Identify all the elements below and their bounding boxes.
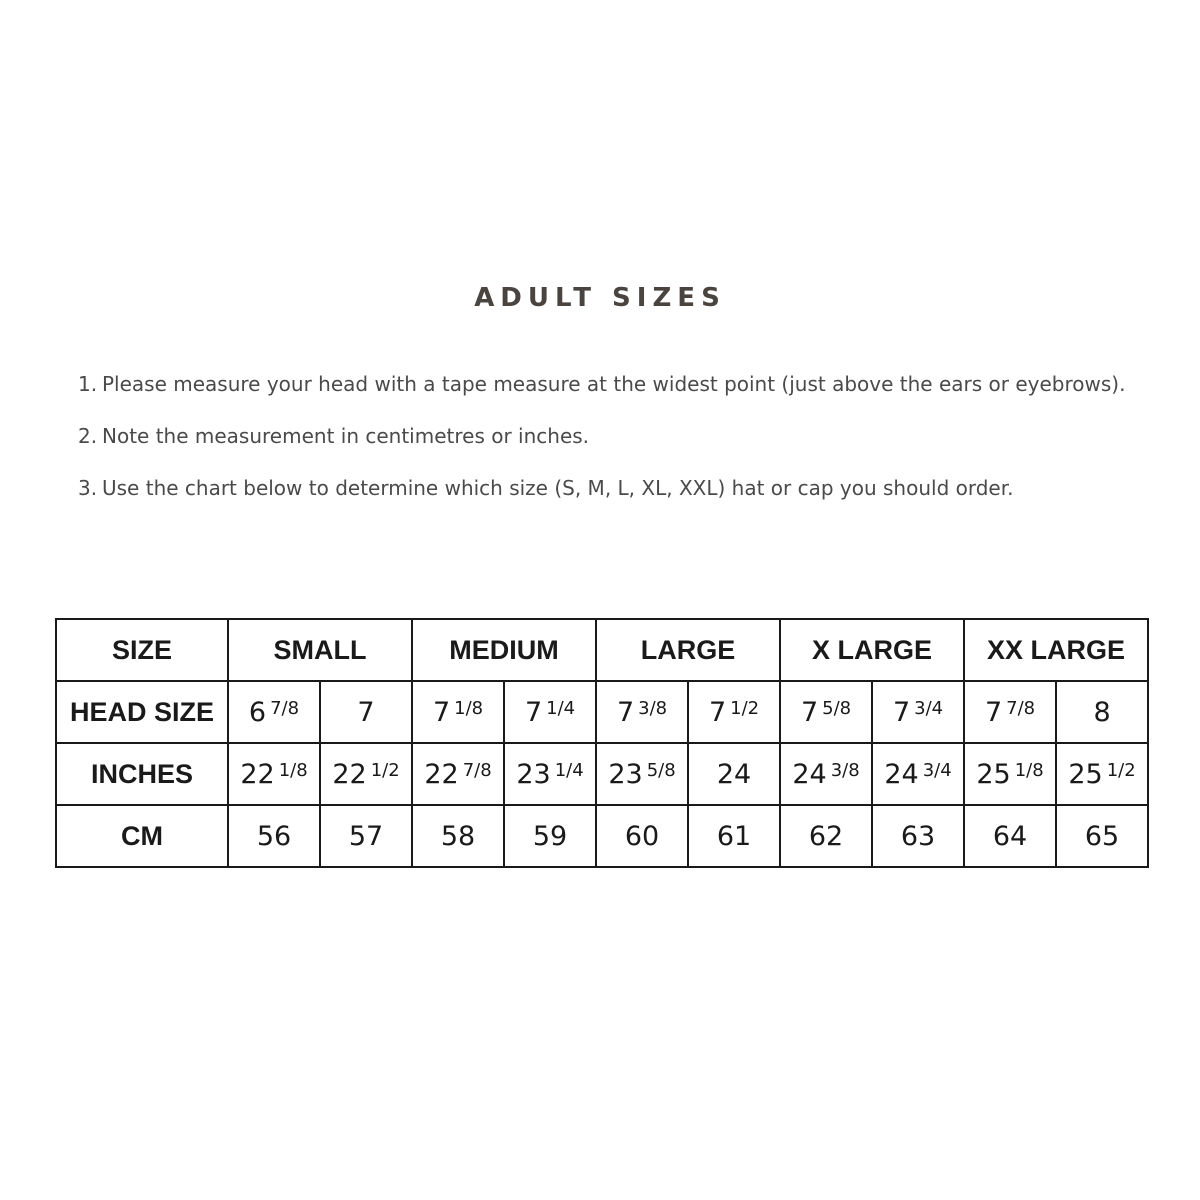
cell-whole-value: 7 (984, 696, 1003, 728)
table-cell (228, 805, 320, 867)
cell-whole-value: 7 (524, 696, 543, 728)
table-cell (688, 681, 780, 743)
instruction-number: 2. (78, 424, 98, 448)
instruction-item (78, 470, 1138, 506)
table-cell (964, 805, 1056, 867)
table-cell (1056, 681, 1148, 743)
cell-whole-value: 8 (1093, 696, 1111, 728)
table-header-row (56, 619, 1148, 681)
table-row (56, 681, 1148, 743)
cell-whole-value: 22 (424, 758, 459, 790)
table-cell (780, 805, 872, 867)
cell-whole-value: 7 (357, 696, 375, 728)
table-row (56, 743, 1148, 805)
size-group-medium: MEDIUM (412, 619, 596, 681)
table-cell (1056, 743, 1148, 805)
size-group-xx-large: XX LARGE (964, 619, 1148, 681)
cell-fraction-value: 7/8 (270, 697, 300, 719)
cell-fraction-value: 3/8 (638, 697, 668, 719)
table-cell (504, 743, 596, 805)
table-cell (872, 805, 964, 867)
cell-whole-value: 24 (884, 758, 919, 790)
cell-fraction-value: 1/4 (546, 697, 576, 719)
row-label-cm: CM (56, 805, 228, 867)
table-cell (872, 681, 964, 743)
cell-whole-value: 23 (608, 758, 643, 790)
cell-fraction-value: 1/8 (454, 697, 484, 719)
table-cell (688, 805, 780, 867)
row-label-head-size: HEAD SIZE (56, 681, 228, 743)
cell-whole-value: 63 (900, 820, 936, 852)
cell-fraction-value: 5/8 (646, 759, 676, 781)
table-cell (596, 805, 688, 867)
cell-fraction-value: 1/8 (1014, 759, 1044, 781)
table-row (56, 805, 1148, 867)
cell-whole-value: 24 (716, 758, 752, 790)
cell-whole-value: 7 (616, 696, 635, 728)
cell-whole-value: 25 (976, 758, 1011, 790)
cell-whole-value: 62 (808, 820, 844, 852)
table-cell (412, 681, 504, 743)
instruction-text: Use the chart below to determine which size (S, M, L, XL, XXL) hat or cap you should order. (102, 476, 1014, 500)
cell-fraction-value: 1/2 (730, 697, 760, 719)
instruction-number: 3. (78, 476, 98, 500)
instruction-number: 1. (78, 372, 98, 396)
cell-whole-value: 64 (992, 820, 1028, 852)
cell-fraction-value: 1/8 (278, 759, 308, 781)
row-label-inches: INCHES (56, 743, 228, 805)
table-cell (320, 681, 412, 743)
cell-fraction-value: 3/8 (830, 759, 860, 781)
table-cell (596, 681, 688, 743)
table-cell (688, 743, 780, 805)
instruction-item (78, 366, 1138, 402)
cell-fraction-value: 3/4 (914, 697, 944, 719)
cell-fraction-value: 1/4 (554, 759, 584, 781)
table-cell (780, 743, 872, 805)
cell-fraction-value: 7/8 (1006, 697, 1036, 719)
cell-fraction-value: 1/2 (1106, 759, 1136, 781)
cell-whole-value: 56 (256, 820, 292, 852)
table-cell (964, 681, 1056, 743)
cell-whole-value: 6 (248, 696, 267, 728)
table-cell (320, 743, 412, 805)
cell-whole-value: 22 (240, 758, 275, 790)
table-cell (412, 743, 504, 805)
cell-whole-value: 57 (348, 820, 384, 852)
cell-whole-value: 7 (708, 696, 727, 728)
size-group-small: SMALL (228, 619, 412, 681)
table-cell (228, 743, 320, 805)
table-cell (228, 681, 320, 743)
cell-whole-value: 23 (516, 758, 551, 790)
cell-whole-value: 60 (624, 820, 660, 852)
cell-whole-value: 24 (792, 758, 827, 790)
size-header-cell: SIZE (56, 619, 228, 681)
table-cell (780, 681, 872, 743)
table-cell (596, 743, 688, 805)
table-cell (504, 805, 596, 867)
instruction-text: Please measure your head with a tape measure at the widest point (just above the ears or eyebrows). (102, 372, 1126, 396)
cell-fraction-value: 1/2 (370, 759, 400, 781)
table-cell (872, 743, 964, 805)
cell-whole-value: 61 (716, 820, 752, 852)
instruction-text: Note the measurement in centimetres or inches. (102, 424, 590, 448)
cell-whole-value: 7 (892, 696, 911, 728)
page-title: ADULT SIZES (474, 283, 726, 313)
cell-whole-value: 7 (432, 696, 451, 728)
cell-whole-value: 59 (532, 820, 568, 852)
cell-whole-value: 58 (440, 820, 476, 852)
size-chart-table (55, 618, 1149, 868)
cell-fraction-value: 5/8 (822, 697, 852, 719)
cell-whole-value: 22 (332, 758, 367, 790)
cell-whole-value: 25 (1068, 758, 1103, 790)
cell-fraction-value: 7/8 (462, 759, 492, 781)
table-cell (504, 681, 596, 743)
table-cell (1056, 805, 1148, 867)
table-cell (412, 805, 504, 867)
size-group-large: LARGE (596, 619, 780, 681)
instruction-item (78, 418, 1138, 454)
cell-whole-value: 65 (1084, 820, 1120, 852)
size-group-x-large: X LARGE (780, 619, 964, 681)
table-cell (320, 805, 412, 867)
cell-fraction-value: 3/4 (922, 759, 952, 781)
cell-whole-value: 7 (800, 696, 819, 728)
instructions-list (78, 366, 1138, 522)
table-cell (964, 743, 1056, 805)
